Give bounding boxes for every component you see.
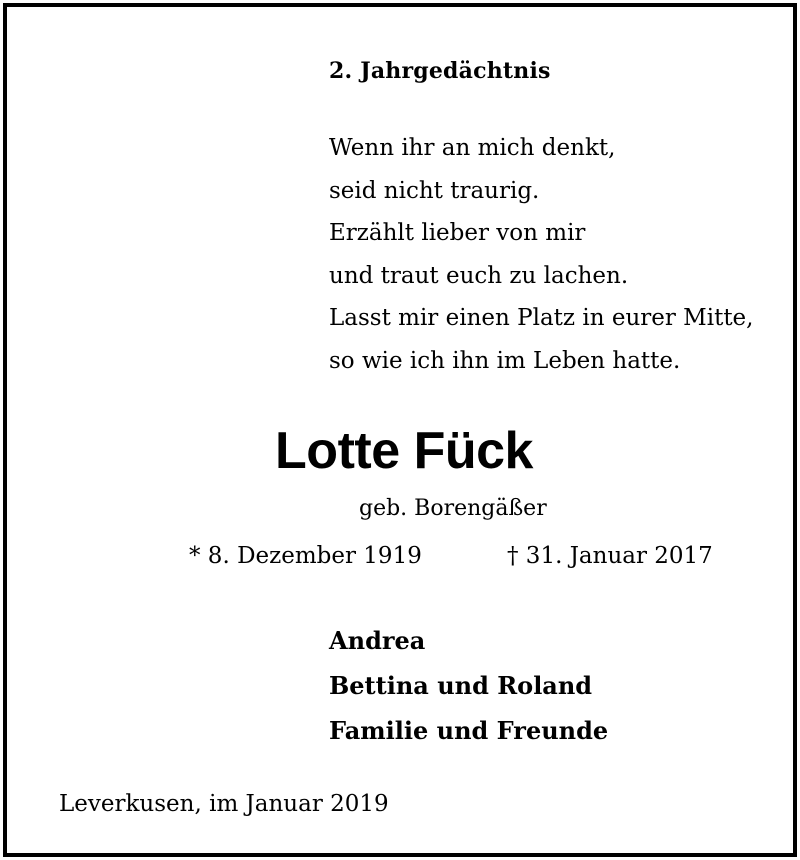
obituary-notice <box>3 3 797 857</box>
poem-line: seid nicht traurig. <box>329 177 540 204</box>
poem-line: Wenn ihr an mich denkt, <box>329 135 616 161</box>
death-date: † 31. Januar 2017 <box>507 543 713 569</box>
poem-line: so wie ich ihn im Leben hatte. <box>329 347 681 374</box>
poem-line: Erzählt lieber von mir <box>329 220 586 246</box>
birth-date: * 8. Dezember 1919 <box>189 543 422 569</box>
anniversary-heading: 2. Jahrgedächtnis <box>329 58 551 84</box>
mourners-list <box>329 618 608 753</box>
maiden-name: geb. Borengäßer <box>359 496 547 521</box>
poem-line: und traut euch zu lachen. <box>329 262 629 289</box>
deceased-name: Lotte Fück <box>275 422 533 480</box>
mourner: Bettina und Roland <box>329 671 593 700</box>
poem <box>329 127 753 382</box>
poem-line: Lasst mir einen Platz in eurer Mitte, <box>329 305 754 331</box>
mourner: Andrea <box>329 626 426 655</box>
mourner: Familie und Freunde <box>329 716 609 745</box>
place-and-date: Leverkusen, im Januar 2019 <box>59 791 389 817</box>
